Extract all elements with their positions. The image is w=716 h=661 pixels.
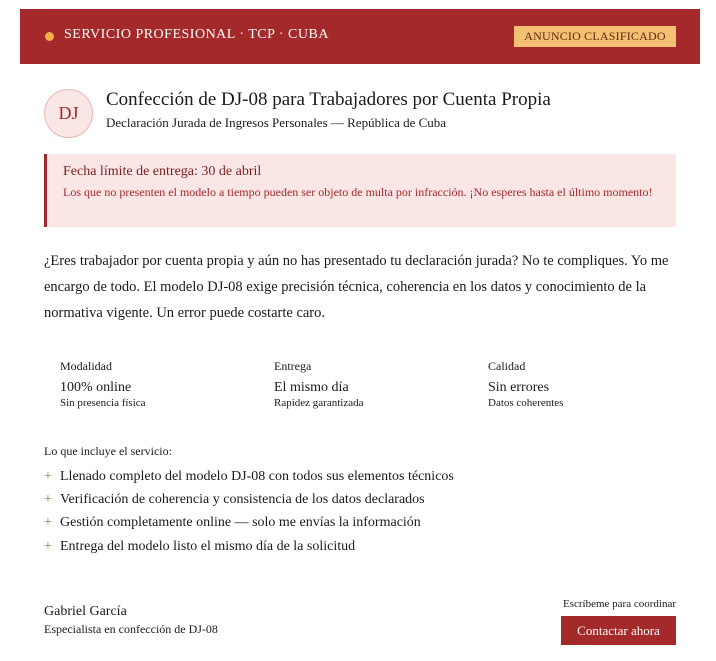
list-item — [44, 535, 664, 558]
list-item-text: Verificación de coherencia y consistencia de los datos declarados — [60, 491, 425, 507]
status-dot-icon — [45, 32, 54, 41]
plus-icon: + — [44, 468, 52, 484]
feature-label: Modalidad — [60, 359, 112, 373]
feature-value: El mismo día — [274, 380, 349, 395]
services-heading: Lo que incluye el servicio: — [44, 444, 172, 458]
list-item — [44, 488, 664, 511]
list-item — [44, 512, 664, 535]
feature-label: Entrega — [274, 359, 312, 373]
alert-title: Fecha límite de entrega: 30 de abril — [63, 164, 262, 179]
list-item-text: Entrega del modelo listo el mismo día de la solicitud — [60, 538, 356, 554]
feature-note: Sin presencia física — [60, 397, 146, 409]
list-item — [44, 465, 664, 488]
feature-label: Calidad — [488, 359, 526, 373]
header-bar — [20, 9, 700, 64]
classified-ad-card — [20, 9, 700, 661]
feature-value: Sin errores — [488, 380, 550, 395]
list-item-text: Llenado completo del modelo DJ-08 con todos sus elementos técnicos — [60, 468, 454, 484]
feature-modalidad — [60, 359, 260, 409]
page-subtitle: Declaración Jurada de Ingresos Personales — República de Cuba — [106, 115, 447, 130]
plus-icon: + — [44, 491, 52, 507]
intro-paragraph: ¿Eres trabajador por cuenta propia y aún no has presentado tu declaración jurada? No te compliques. Yo me encargo de todo. El modelo DJ-08 exige precisión técnica, coherencia en los datos y conocimiento de la normativa vigente. Un error puede costarte caro. — [44, 253, 669, 321]
feature-entrega — [274, 359, 474, 409]
contact-note: Escríbeme para coordinar — [563, 598, 676, 610]
plus-icon: + — [44, 538, 52, 554]
services-list — [44, 465, 664, 558]
feature-note: Rapidez garantizada — [274, 397, 364, 409]
classified-badge: ANUNCIO CLASIFICADO — [514, 26, 676, 47]
deadline-alert — [44, 154, 676, 227]
alert-body: Los que no presenten el modelo a tiempo pueden ser objeto de multa por infracción. ¡No esperes hasta el último momento! — [63, 185, 653, 199]
contact-button[interactable]: Contactar ahora — [561, 616, 676, 645]
author-role: Especialista en confección de DJ-08 — [44, 622, 218, 636]
feature-calidad — [488, 359, 688, 409]
list-item-text: Gestión completamente online — solo me envías la información — [60, 515, 421, 531]
page-title: Confección de DJ-08 para Trabajadores por Cuenta Propia — [106, 89, 551, 110]
plus-icon: + — [44, 515, 52, 531]
feature-value: 100% online — [60, 380, 132, 395]
dj-logo: DJ — [44, 89, 93, 138]
feature-note: Datos coherentes — [488, 397, 564, 409]
author-name: Gabriel García — [44, 604, 127, 619]
header-label: SERVICIO PROFESIONAL · TCP · CUBA — [64, 27, 329, 42]
